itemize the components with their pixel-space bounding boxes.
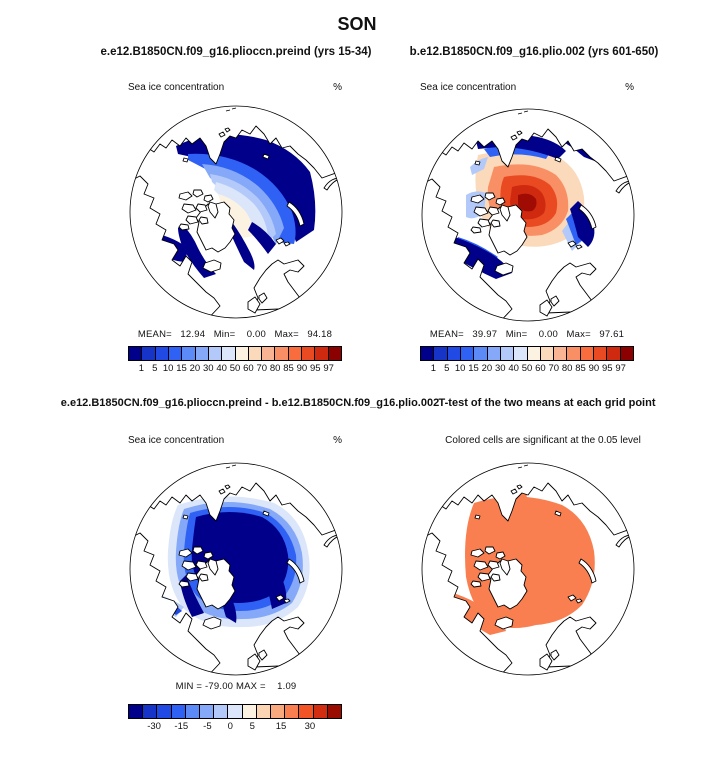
colorbar-cell [606, 347, 619, 360]
colorbar-tick: 15 [275, 721, 287, 732]
colorbar-tick: 30 [202, 363, 214, 374]
colorbar-cell [156, 705, 170, 718]
colorbar-tick: 5 [249, 721, 255, 732]
colorbar-cell [235, 347, 248, 360]
colorbar-cell [208, 347, 221, 360]
colorbar-cell [527, 347, 540, 360]
colorbar-cell [301, 347, 314, 360]
colorbar-tick: 10 [162, 363, 174, 374]
colorbar-cell [185, 705, 199, 718]
stats-bottom-left: MIN = -79.00 MAX = 1.09 [175, 681, 297, 692]
colorbar-tick: 95 [601, 363, 613, 374]
colorbar-tick: 0 [227, 721, 233, 732]
colorbar-tick: 5 [152, 363, 158, 374]
colorbar-tick: 40 [216, 363, 227, 374]
colorbar-tick: 1 [430, 363, 437, 374]
colorbar-tick: 90 [296, 363, 308, 374]
colorbar-tick: 20 [189, 363, 201, 374]
colorbar-tick: 15 [176, 363, 187, 374]
colorbar-cell [580, 347, 593, 360]
colorbar-cell [288, 347, 301, 360]
colorbar-cell [447, 347, 460, 360]
colorbar-cell [181, 347, 194, 360]
units-label: % [333, 435, 342, 446]
colorbar-tick-labels [128, 361, 342, 373]
colorbar-cell [313, 705, 327, 718]
colorbar-cell [314, 347, 327, 360]
colorbar-cell [171, 705, 185, 718]
colorbar-cell [261, 347, 274, 360]
colorbar-tick: 60 [535, 363, 546, 374]
colorbar-cell [168, 347, 181, 360]
field-label-row-top-right [420, 82, 634, 93]
colorbar-tick: 70 [256, 363, 268, 374]
colorbar-cell [142, 705, 156, 718]
colorbar-cell [593, 347, 606, 360]
panel-title-bottom-left: e.e12.B1850CN.f09_g16.plioccn.preind - b.e12.B1850CN.f09_g16.plio.002 [60, 397, 440, 409]
colorbar-cell [199, 705, 213, 718]
colorbar-tick: 30 [494, 363, 506, 374]
field-label: Sea ice concentration [420, 82, 517, 93]
colorbar-tick: 20 [481, 363, 493, 374]
colorbar-cell [256, 705, 270, 718]
colorbar-cell [620, 347, 633, 360]
colorbar-tick: -5 [203, 721, 212, 732]
colorbar-tick: 50 [521, 363, 533, 374]
colorbar-tick: 10 [454, 363, 466, 374]
stats-top-right: MEAN= 39.97 Min= 0.00 Max= 97.61 [429, 329, 625, 340]
page-title: SON [337, 14, 377, 34]
colorbar-cell [155, 347, 168, 360]
field-label-row-bottom-left [128, 435, 342, 446]
colorbar-cell [553, 347, 566, 360]
colorbar-cells [128, 704, 342, 719]
units-label: % [625, 82, 634, 93]
colorbar-tick: 95 [309, 363, 321, 374]
colorbar-tick: 97 [323, 363, 334, 374]
field-label: Sea ice concentration [128, 82, 225, 93]
colorbar-tick: 60 [243, 363, 254, 374]
colorbar-cell [248, 347, 261, 360]
colorbar-cell [327, 705, 341, 718]
colorbar-cell [242, 705, 256, 718]
colorbar-tick: 80 [269, 363, 281, 374]
colorbar-concentration-left [128, 346, 342, 373]
colorbar-tick: 30 [304, 721, 316, 732]
colorbar-tick: 1 [138, 363, 145, 374]
colorbar-cell [566, 347, 579, 360]
colorbar-tick-labels [420, 361, 634, 373]
panel-title-top-right: b.e12.B1850CN.f09_g16.plio.002 (yrs 601-650) [409, 46, 659, 58]
colorbar-cell [129, 347, 141, 360]
colorbar-cell [274, 347, 287, 360]
colorbar-cell [473, 347, 486, 360]
colorbar-cell [513, 347, 526, 360]
colorbar-cell [213, 705, 227, 718]
field-label-row-top-left [128, 82, 342, 93]
colorbar-tick: 40 [508, 363, 519, 374]
map-sea-ice-preind [126, 102, 346, 322]
units-label: % [333, 82, 342, 93]
map-ttest-significance [418, 459, 638, 679]
colorbar-cell [221, 347, 234, 360]
colorbar-tick: 97 [615, 363, 626, 374]
colorbar-tick: 15 [468, 363, 479, 374]
colorbar-cell [270, 705, 284, 718]
map-sea-ice-plio [418, 105, 638, 325]
colorbar-cell [141, 347, 154, 360]
colorbar-cell [540, 347, 553, 360]
field-label: Sea ice concentration [128, 435, 225, 446]
colorbar-cell [195, 347, 208, 360]
significance-note: Colored cells are significant at the 0.05 level [445, 435, 641, 446]
colorbar-cell [433, 347, 446, 360]
colorbar-concentration-right [420, 346, 634, 373]
colorbar-cell [460, 347, 473, 360]
colorbar-tick: 90 [588, 363, 600, 374]
colorbar-tick: 50 [229, 363, 241, 374]
colorbar-cell [227, 705, 241, 718]
colorbar-cell [129, 705, 142, 718]
colorbar-tick: 85 [575, 363, 586, 374]
colorbar-tick: 70 [548, 363, 560, 374]
colorbar-tick: -30 [147, 721, 161, 732]
colorbar-cells [128, 346, 342, 361]
colorbar-cell [328, 347, 341, 360]
colorbar-tick: 5 [444, 363, 450, 374]
colorbar-cell [284, 705, 298, 718]
colorbar-difference [128, 704, 342, 731]
colorbar-tick: 80 [561, 363, 573, 374]
colorbar-tick-labels [128, 719, 342, 731]
panel-title-top-left: e.e12.B1850CN.f09_g16.plioccn.preind (yrs 15-34) [100, 46, 372, 58]
colorbar-cell [487, 347, 500, 360]
colorbar-tick: -15 [174, 721, 189, 732]
colorbar-cell [298, 705, 312, 718]
colorbar-cell [500, 347, 513, 360]
stats-top-left: MEAN= 12.94 Min= 0.00 Max= 94.18 [137, 329, 333, 340]
map-sea-ice-difference [126, 459, 346, 679]
panel-title-bottom-right: T-test of the two means at each grid point [438, 397, 656, 409]
colorbar-tick: 85 [283, 363, 294, 374]
colorbar-cells [420, 346, 634, 361]
colorbar-cell [421, 347, 433, 360]
